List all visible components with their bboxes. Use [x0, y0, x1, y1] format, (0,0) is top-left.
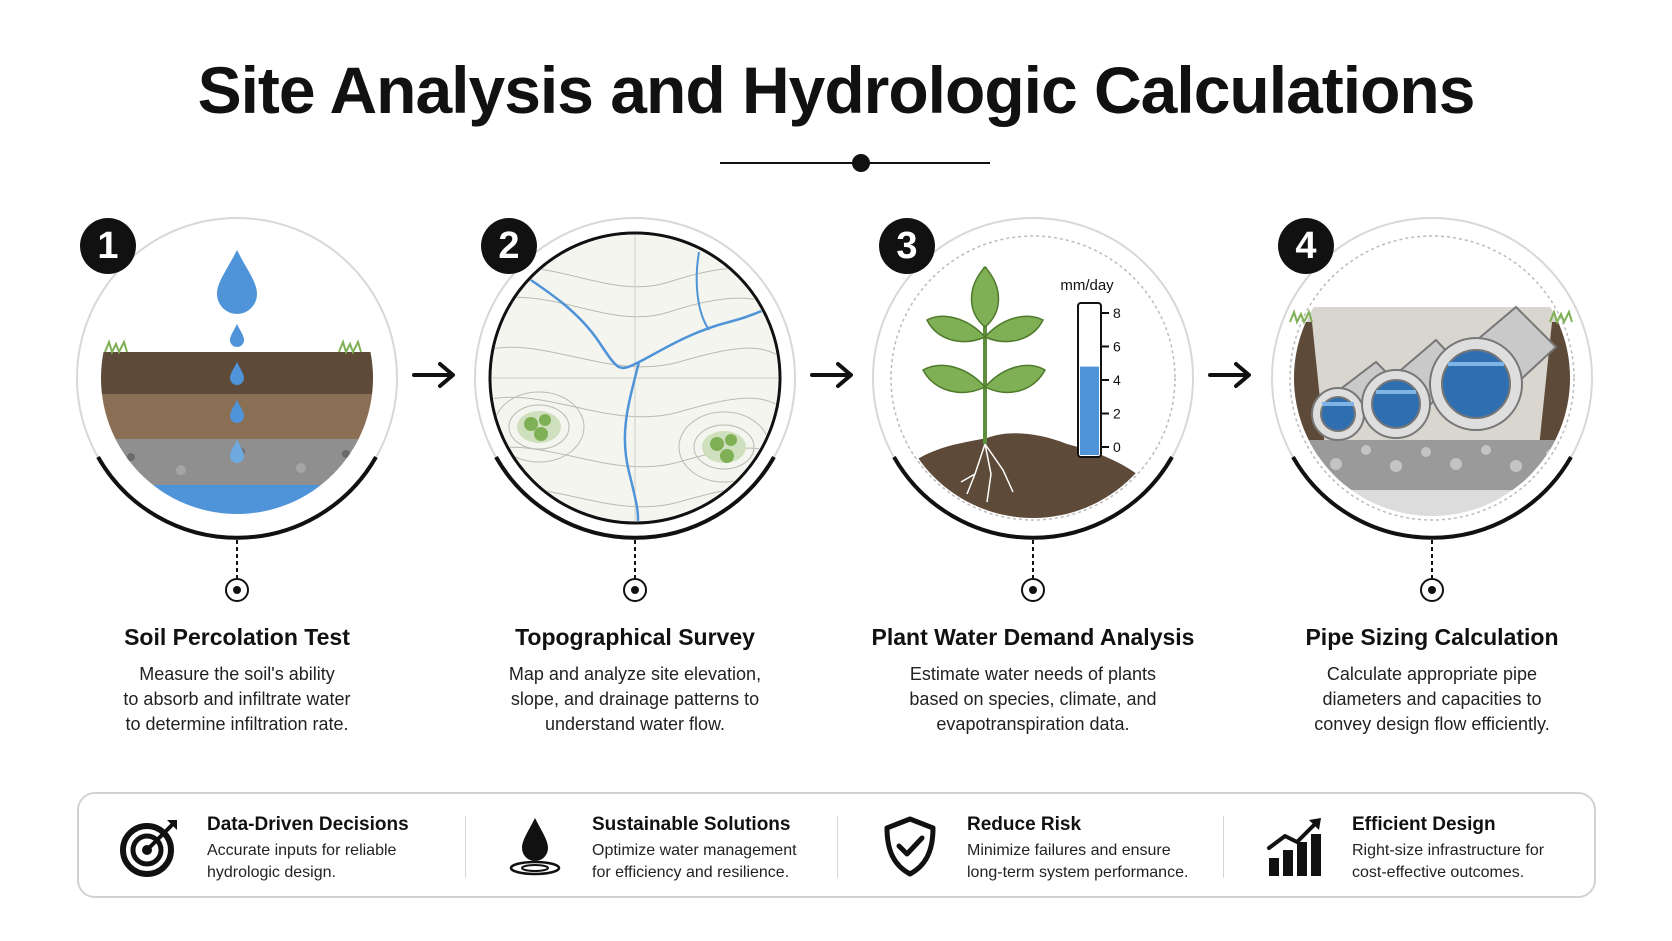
growth-chart-icon [1263, 814, 1329, 880]
target-icon [117, 814, 183, 880]
step-3-description: Estimate water needs of plants based on species, climate, and evapotranspiration data. [909, 664, 1157, 734]
gauge-tick-label: 2 [1113, 405, 1121, 422]
arrow-right-icon [412, 360, 458, 390]
step-4-description: Calculate appropriate pipe diameters and capacities to convey design flow efficiently. [1314, 664, 1550, 734]
step-2-connector [620, 540, 650, 606]
gauge-tick-label: 4 [1113, 372, 1121, 388]
step-1-title: Soil Percolation Test [124, 624, 350, 650]
gauge-unit-label: mm/day [1060, 277, 1114, 294]
step-4-connector [1417, 540, 1447, 606]
step-2-number-badge: 2 [481, 218, 537, 274]
arrow-right-icon [810, 360, 856, 390]
step-1-number-badge: 1 [80, 218, 136, 274]
benefit-1-title: Data-Driven Decisions [207, 814, 409, 835]
step-1-description: Measure the soil's ability to absorb and infiltrate water to determine infiltration rate. [123, 664, 351, 734]
gauge-tick-label: 8 [1113, 305, 1121, 321]
step-1-connector [222, 540, 252, 606]
page-title: Site Analysis and Hydrologic Calculations [197, 53, 1475, 127]
benefit-2-title: Sustainable Solutions [592, 814, 791, 835]
title-divider [0, 148, 1672, 178]
gauge-level-fill [1080, 367, 1099, 455]
water-drop-icon [502, 814, 568, 880]
gauge-tick-label: 6 [1113, 338, 1121, 355]
step-2-description: Map and analyze site elevation, slope, and drainage patterns to understand water flow. [508, 664, 762, 734]
benefit-1-text: Accurate inputs for reliable hydrologic design. [207, 842, 397, 881]
benefit-3-title: Reduce Risk [967, 814, 1082, 835]
gauge-tick-label: 0 [1113, 439, 1121, 455]
step-4-number-badge: 4 [1278, 218, 1334, 274]
arrow-right-icon [1208, 360, 1254, 390]
step-4-title: Pipe Sizing Calculation [1305, 624, 1559, 650]
step-3-connector [1018, 540, 1048, 606]
shield-check-icon [877, 814, 943, 880]
benefit-4-title: Efficient Design [1352, 814, 1496, 835]
step-3-title: Plant Water Demand Analysis [871, 624, 1195, 650]
benefit-3-text: Minimize failures and ensure long-term system performance. [967, 842, 1189, 881]
benefit-2-text: Optimize water management for efficiency and resilience. [592, 842, 797, 881]
benefits-bar [77, 792, 1596, 898]
step-3-number-badge: 3 [879, 218, 935, 274]
benefit-4-text: Right-size infrastructure for cost-effective outcomes. [1352, 842, 1545, 881]
step-2-title: Topographical Survey [515, 624, 755, 650]
